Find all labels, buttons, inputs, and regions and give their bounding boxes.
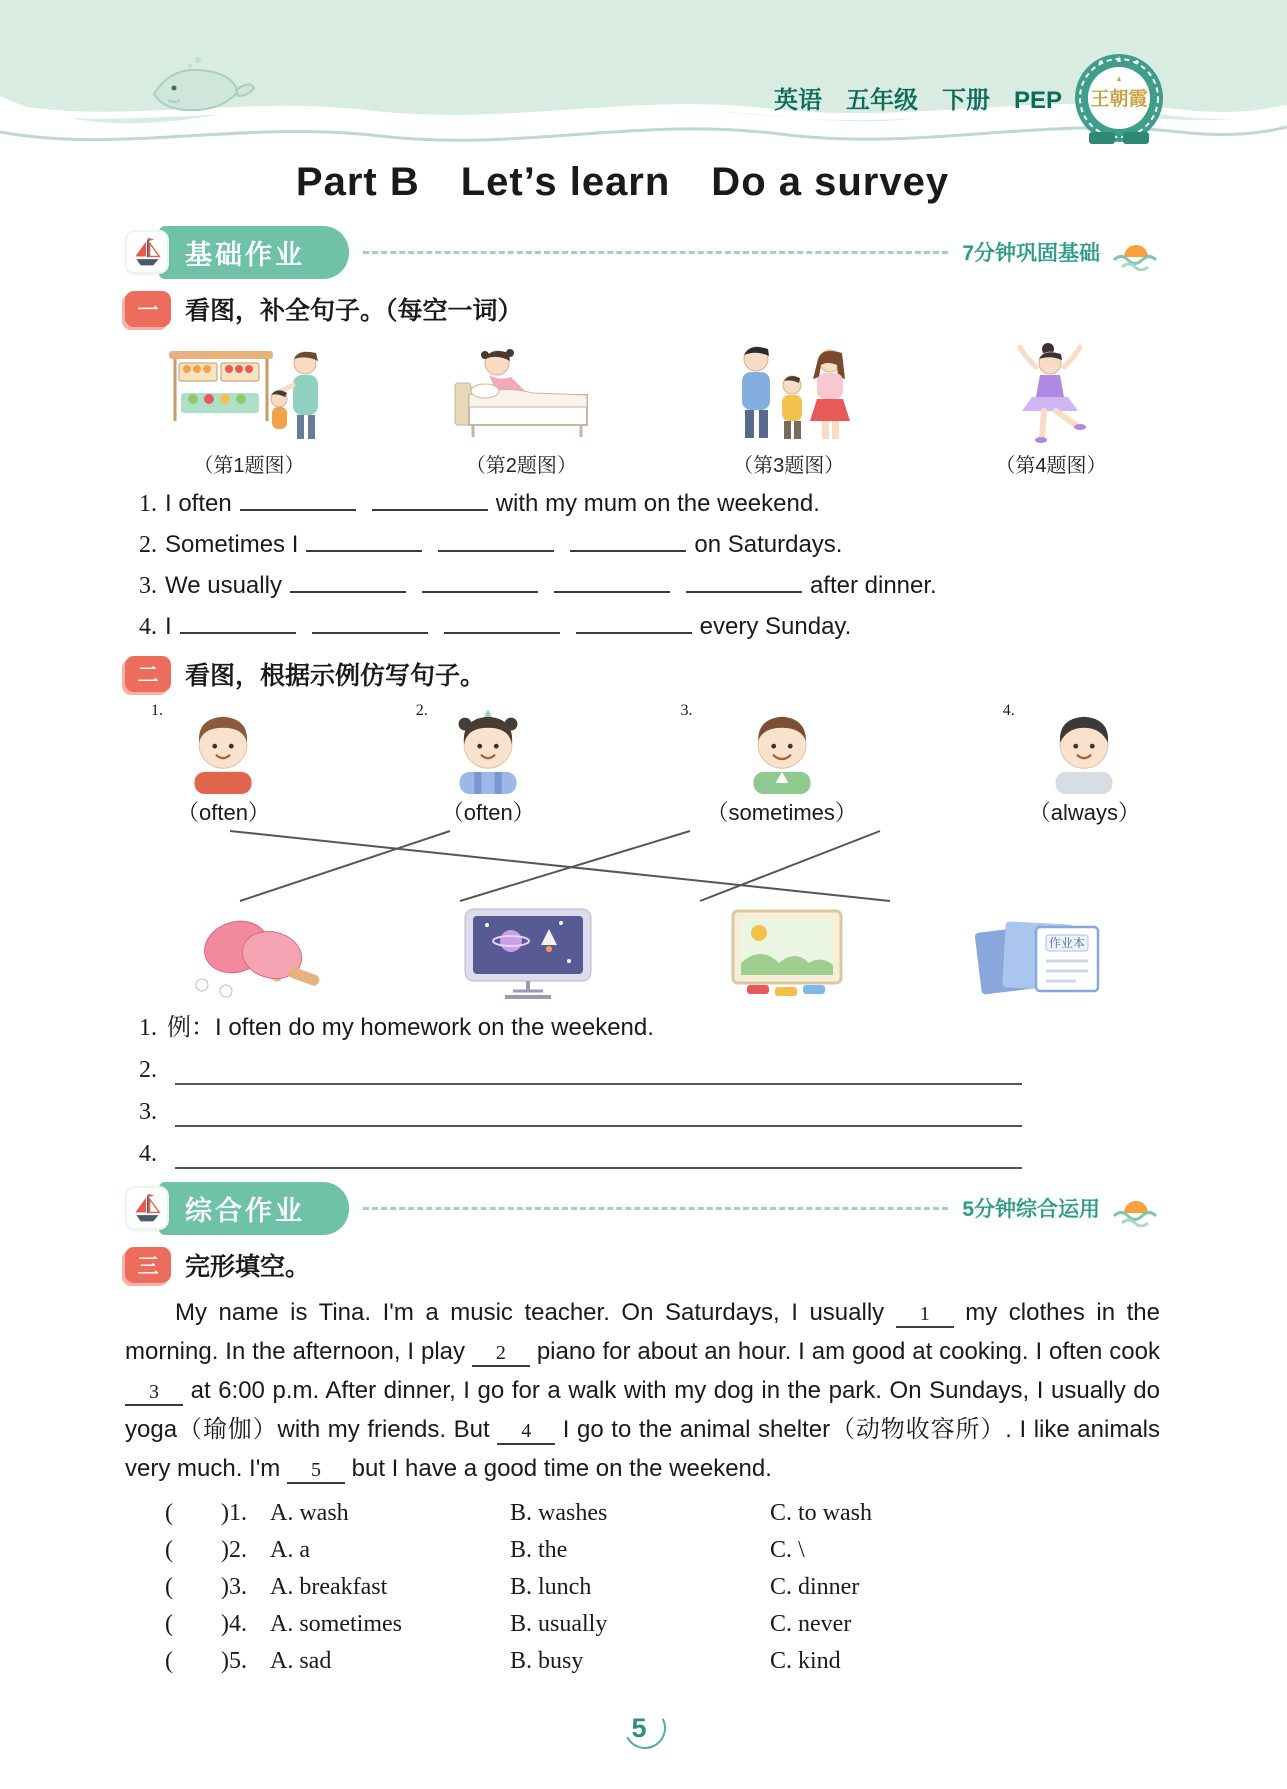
adverb-label: （often）	[177, 800, 270, 825]
person-4	[1003, 702, 1140, 827]
option-lead: ( )3.	[165, 1574, 247, 1600]
person-figure	[177, 702, 270, 827]
edition-meta: 英语 五年级 下册 PEP	[773, 87, 1062, 114]
option-c: C. never	[770, 1611, 852, 1637]
cloze-blank-3: 3	[125, 1381, 183, 1406]
option-a: A. sad	[270, 1648, 332, 1674]
cloze-options	[165, 1500, 1160, 1675]
page-number-area	[616, 1703, 672, 1755]
cloze-blank-2: 2	[472, 1342, 530, 1367]
answer-number: 4.	[139, 1141, 157, 1167]
answer-blank	[570, 532, 686, 552]
answer-line-1	[139, 1013, 1160, 1043]
adverb-label: （often）	[441, 800, 535, 825]
person-number: 3.	[680, 702, 693, 719]
exercise1-header	[125, 291, 1160, 327]
passage-text: at 6:00 p.m. After dinner, I go for a walk with my dog in the park. On Sundays, I usually do yoga（瑜伽）with my friends. But	[125, 1377, 1160, 1443]
whale-icon	[140, 52, 260, 122]
sentence-text: I	[165, 613, 172, 640]
answer-blank	[372, 491, 488, 511]
answer-blank	[180, 614, 296, 634]
exercise3-header	[125, 1247, 1160, 1283]
answer-blank	[576, 614, 692, 634]
sun-over-sea-icon	[1110, 229, 1160, 276]
person-number: 2.	[415, 702, 428, 719]
family-illustration	[704, 337, 874, 445]
sentence-text: after dinner.	[809, 572, 937, 599]
sentence-text: every Sunday.	[699, 613, 852, 640]
answer-blank	[438, 532, 554, 552]
passage-text: but I have a good time on the weekend.	[351, 1455, 772, 1482]
option-c: C. \	[770, 1537, 805, 1563]
answer-line-3	[139, 1097, 1160, 1127]
picture-caption: （第1题图）	[193, 455, 305, 477]
exercise1-marker: 一	[125, 291, 171, 327]
person-1	[151, 702, 270, 827]
picture-caption: （第2题图）	[465, 455, 577, 477]
answer-blank	[306, 532, 422, 552]
answer-example-text: 例：I often do my homework on the weekend.	[167, 1014, 654, 1041]
option-c: C. to wash	[770, 1500, 872, 1526]
passage-text: my clothes in the morning. In the afternoon, I play	[125, 1299, 1160, 1365]
exercise1-instruction: 看图，补全句子。（每空一词）	[185, 297, 523, 325]
option-row-2	[165, 1537, 1160, 1564]
boy-portrait-icon	[739, 702, 825, 794]
exercise2-marker: 二	[125, 656, 171, 692]
sentence-text: I often	[165, 490, 232, 517]
option-lead: ( )2.	[165, 1537, 247, 1563]
make-bed-illustration	[441, 337, 601, 445]
cloze-blank-1: 1	[896, 1303, 954, 1328]
sentence-number: 4.	[139, 614, 157, 640]
cloze-passage	[125, 1293, 1160, 1488]
page-title: Part B Let’s learn Do a survey	[295, 160, 950, 204]
passage-text: My name is Tina. I'm a music teacher. On Saturdays, I usually	[175, 1299, 885, 1326]
option-c: C. dinner	[770, 1574, 860, 1600]
option-a: A. sometimes	[270, 1611, 402, 1637]
option-c: C. kind	[770, 1648, 841, 1674]
table-tennis-icon	[180, 913, 330, 1001]
sailboat-icon	[125, 230, 169, 274]
person-figure	[1029, 702, 1140, 827]
page-number: 5	[631, 1713, 647, 1743]
sailboat-icon	[125, 1186, 169, 1230]
answer-blank	[312, 614, 428, 634]
answer-blank	[240, 491, 356, 511]
passage-text: I go to the animal shelter（动物收容所）. I like animals very much. I'm	[125, 1416, 1161, 1482]
exercise1-sentences	[139, 489, 1160, 642]
answer-blank	[290, 573, 406, 593]
picture-4-dancer	[976, 337, 1126, 478]
section-basic-header	[125, 227, 1160, 277]
answer-line-2	[139, 1055, 1160, 1085]
option-a: A. a	[270, 1537, 310, 1563]
answer-blank	[422, 573, 538, 593]
option-row-4	[165, 1611, 1160, 1638]
dashed-divider	[363, 1207, 948, 1210]
option-b: B. the	[510, 1537, 568, 1563]
option-lead: ( )5.	[165, 1648, 247, 1674]
option-lead: ( )1.	[165, 1500, 247, 1526]
picture-caption: （第3题图）	[733, 455, 845, 477]
answer-blank	[444, 614, 560, 634]
section-comprehensive-header	[125, 1183, 1160, 1233]
person-number: 4.	[1002, 702, 1015, 719]
section-basic-note: 7分钟巩固基础	[962, 242, 1100, 265]
answer-blank	[686, 573, 802, 593]
answer-blank	[554, 573, 670, 593]
sentence-number: 2.	[139, 532, 157, 558]
sentence-text: Sometimes I	[165, 531, 299, 558]
cloze-blank-4: 4	[497, 1420, 555, 1445]
picture-3-family	[704, 337, 874, 478]
person-figure	[442, 702, 535, 827]
exercise3-instruction: 完形填空。	[185, 1253, 311, 1281]
passage-text: piano for about an hour. I am good at cooking. I often cook	[536, 1338, 1160, 1365]
sentence-3	[139, 571, 1160, 601]
exercise2-header	[125, 656, 1160, 692]
svg-text:作业本: 作业本	[1048, 936, 1085, 950]
exercise2-people-row	[125, 702, 1160, 827]
option-b: B. busy	[510, 1648, 584, 1674]
dashed-divider	[363, 251, 948, 254]
brand-logo	[1071, 48, 1167, 152]
sentence-text: with my mum on the weekend.	[495, 490, 820, 517]
exercise1-pictures	[125, 337, 1160, 478]
sentence-1	[139, 489, 1160, 519]
answer-number: 3.	[139, 1099, 157, 1125]
writing-line	[175, 1103, 1022, 1127]
boy-portrait-icon	[180, 702, 266, 794]
person-number: 1.	[151, 702, 163, 719]
section-basic-badge: 基础作业	[159, 226, 349, 279]
svg-text:王朝霞: 王朝霞	[1090, 89, 1148, 110]
sun-over-sea-icon	[1110, 1185, 1160, 1232]
answer-number: 1.	[139, 1015, 157, 1041]
exercise2-items-row	[125, 905, 1160, 1001]
option-row-1	[165, 1500, 1160, 1527]
dancer-illustration	[976, 337, 1126, 445]
section-comprehensive-badge: 综合作业	[159, 1182, 349, 1235]
picture-2-make-bed	[441, 337, 601, 478]
person-3	[681, 702, 857, 827]
exercise2-instruction: 看图，根据示例仿写句子。	[185, 662, 486, 690]
option-b: B. washes	[510, 1500, 608, 1526]
exercise3-marker: 三	[125, 1247, 171, 1283]
tv-icon	[453, 905, 603, 1001]
answer-line-4	[139, 1139, 1160, 1169]
writing-line	[175, 1061, 1022, 1085]
boy-portrait-icon	[1041, 702, 1127, 794]
option-b: B. lunch	[510, 1574, 592, 1600]
sentence-4	[139, 612, 1160, 642]
sentence-text: on Saturdays.	[694, 531, 843, 558]
fruit-stand-illustration	[159, 337, 339, 445]
exercise2-answers	[139, 1013, 1160, 1169]
sentence-number: 1.	[139, 491, 157, 517]
exercise-books-icon	[970, 913, 1110, 1001]
person-figure	[707, 702, 857, 827]
sentence-number: 3.	[139, 573, 157, 599]
picture-painting-icon	[727, 907, 847, 1001]
option-b: B. usually	[510, 1611, 608, 1637]
answer-number: 2.	[139, 1057, 157, 1083]
sentence-text: We usually	[165, 572, 282, 599]
cloze-blank-5: 5	[287, 1459, 345, 1484]
option-a: A. breakfast	[270, 1574, 388, 1600]
option-a: A. wash	[270, 1500, 349, 1526]
sentence-2	[139, 530, 1160, 560]
person-2	[416, 702, 535, 827]
girl-portrait-icon	[445, 702, 531, 794]
option-row-3	[165, 1574, 1160, 1601]
section-comprehensive-note: 5分钟综合运用	[962, 1198, 1100, 1221]
matching-lines	[125, 829, 1160, 903]
adverb-label: （always）	[1028, 800, 1140, 825]
adverb-label: （sometimes）	[706, 800, 857, 825]
option-row-5	[165, 1648, 1160, 1675]
option-lead: ( )4.	[165, 1611, 247, 1637]
picture-caption: （第4题图）	[995, 455, 1107, 477]
picture-1-fruit-stand	[159, 337, 339, 478]
writing-line	[175, 1145, 1022, 1169]
